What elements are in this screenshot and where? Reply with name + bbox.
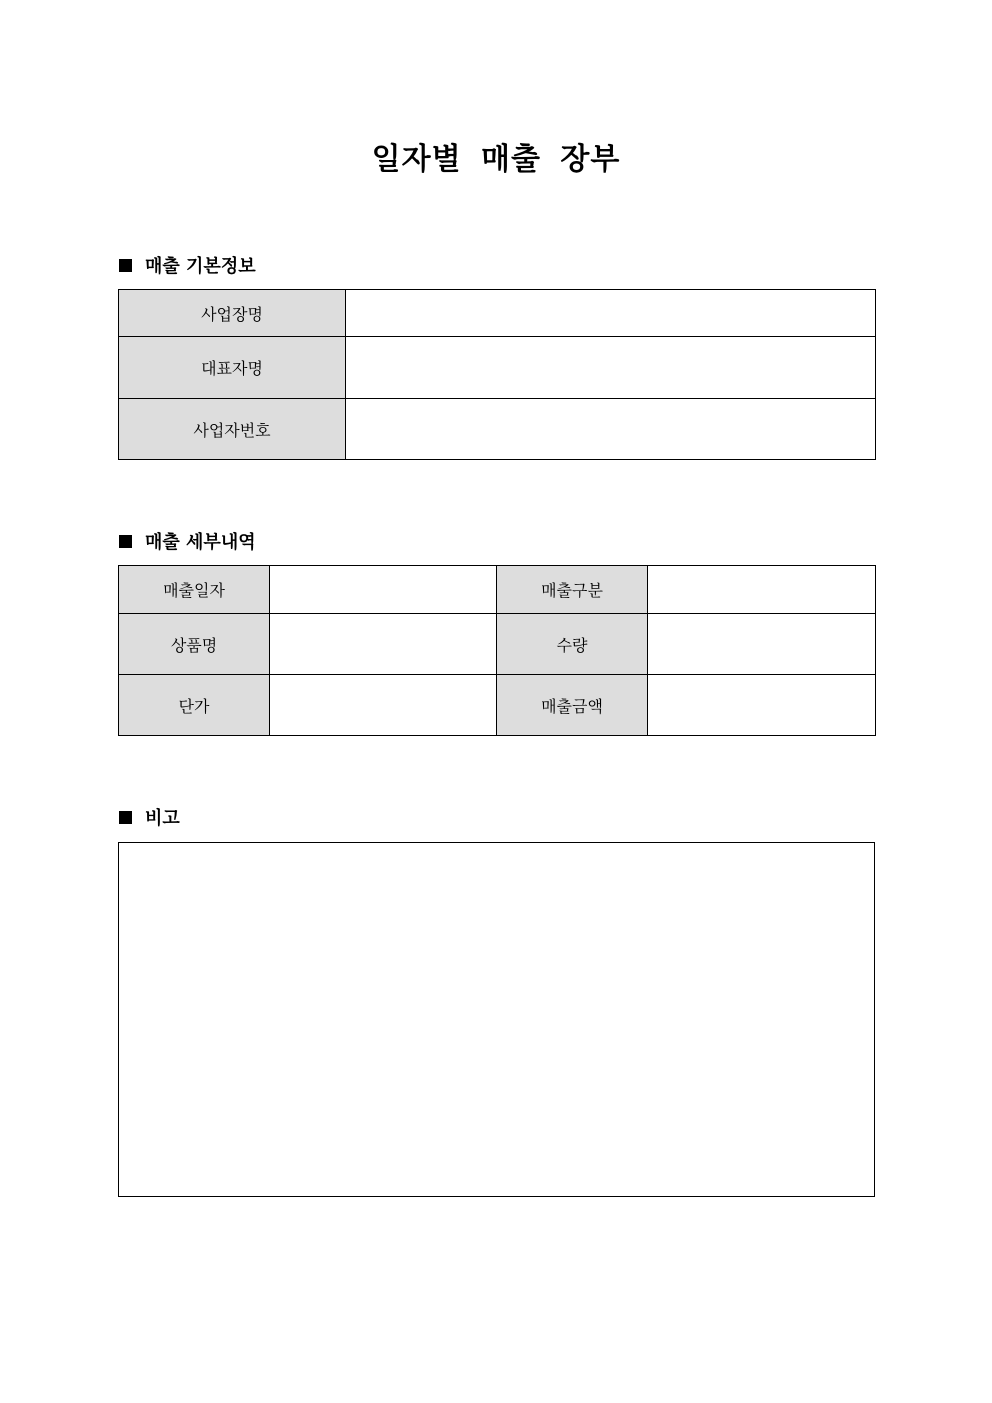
sales-date-field[interactable] [270,566,497,614]
square-bullet-icon [119,535,132,548]
business-name-label: 사업장명 [119,290,346,337]
basic-info-heading [119,253,256,277]
page-title: 일자별 매출 장부 [371,142,621,177]
unit-price-label: 단가 [119,675,270,736]
sales-details-table [118,565,876,736]
product-name-label: 상품명 [119,614,270,675]
table-row [119,399,876,460]
business-number-label: 사업자번호 [119,399,346,460]
unit-price-field[interactable] [270,675,497,736]
basic-info-heading-text: 매출 기본정보 [145,256,256,277]
table-row [119,566,876,614]
sales-type-label: 매출구분 [497,566,648,614]
table-row [119,290,876,337]
business-number-field[interactable] [346,399,876,460]
memo-heading [119,805,180,829]
sales-details-heading-text: 매출 세부내역 [145,532,256,553]
sales-date-label: 매출일자 [119,566,270,614]
representative-name-field[interactable] [346,337,876,399]
sales-amount-field[interactable] [648,675,876,736]
quantity-field[interactable] [648,614,876,675]
product-name-field[interactable] [270,614,497,675]
table-row [119,675,876,736]
memo-field[interactable] [118,842,875,1197]
representative-name-label: 대표자명 [119,337,346,399]
basic-info-table [118,289,876,460]
memo-heading-text: 비고 [145,808,180,829]
table-row [119,337,876,399]
sales-amount-label: 매출금액 [497,675,648,736]
sales-details-heading [119,529,256,553]
quantity-label: 수량 [497,614,648,675]
square-bullet-icon [119,259,132,272]
business-name-field[interactable] [346,290,876,337]
square-bullet-icon [119,811,132,824]
sales-type-field[interactable] [648,566,876,614]
table-row [119,614,876,675]
